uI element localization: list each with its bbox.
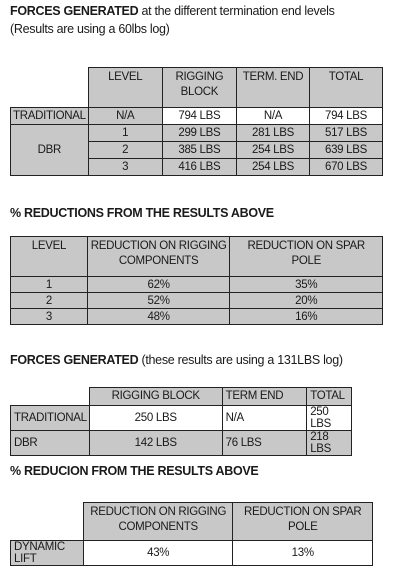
row-total: 218 LBS <box>307 431 352 456</box>
row-total: 250 LBS <box>307 406 352 431</box>
blank-cell <box>11 68 89 108</box>
row-spar: 35% <box>230 277 383 293</box>
table-header-row <box>11 503 373 541</box>
section2-title-text: % REDUCTIONS FROM THE RESULTS ABOVE <box>10 206 274 220</box>
header-term-end: TERM END <box>222 388 307 406</box>
row-level: 2 <box>11 293 88 309</box>
row-group-label: TRADITIONAL <box>11 108 89 125</box>
row-total: 639 LBS <box>310 142 383 159</box>
row-rigging: 48% <box>87 309 230 325</box>
row-label: DBR <box>11 431 90 456</box>
row-term: N/A <box>237 108 310 125</box>
row-rigging: 43% <box>83 541 233 566</box>
header-level: LEVEL <box>11 237 88 277</box>
header-term-end: TERM. END <box>237 68 310 108</box>
row-level: 3 <box>88 159 162 176</box>
row-rigging: 52% <box>87 293 230 309</box>
row-level: 2 <box>88 142 162 159</box>
section2-title <box>10 205 274 222</box>
row-rigging: 250 LBS <box>89 406 222 431</box>
table-row <box>11 125 383 142</box>
row-total: 517 LBS <box>310 125 383 142</box>
forces-table-60lbs <box>10 67 383 176</box>
row-total: 794 LBS <box>310 108 383 125</box>
row-group-label: DBR <box>11 125 89 176</box>
row-level: 1 <box>88 125 162 142</box>
table-row <box>11 406 352 431</box>
section1-subtitle: (Results are using a 60lbs log) <box>10 22 170 36</box>
header-level: LEVEL <box>88 68 162 108</box>
row-spar: 13% <box>233 541 373 566</box>
table-row <box>11 277 383 293</box>
header-rigging-block: RIGGING BLOCK <box>89 388 222 406</box>
row-rigging: 385 LBS <box>162 142 236 159</box>
header-rigging-block: RIGGING BLOCK <box>162 68 236 108</box>
section3-title <box>10 352 343 369</box>
row-rigging: 62% <box>87 277 230 293</box>
row-spar: 16% <box>230 309 383 325</box>
row-term: 254 LBS <box>237 142 310 159</box>
blank-cell <box>11 388 90 406</box>
row-term: 254 LBS <box>237 159 310 176</box>
row-spar: 20% <box>230 293 383 309</box>
section4-title-text: % REDUCION FROM THE RESULTS ABOVE <box>10 464 259 478</box>
table-header-row <box>11 388 352 406</box>
header-total: TOTAL <box>307 388 352 406</box>
blank-cell <box>11 503 84 541</box>
table-header-row <box>11 237 383 277</box>
row-rigging: 416 LBS <box>162 159 236 176</box>
header-reduction-rigging: REDUCTION ON RIGGING COMPONENTS <box>87 237 230 277</box>
table-row <box>11 431 352 456</box>
row-label: TRADITIONAL <box>11 406 90 431</box>
section1-title-bold: FORCES GENERATED <box>10 4 139 18</box>
row-level: 1 <box>11 277 88 293</box>
section3-title-bold: FORCES GENERATED <box>10 353 139 367</box>
dynamic-lift-table <box>10 502 373 566</box>
row-term: 281 LBS <box>237 125 310 142</box>
reductions-table <box>10 236 383 325</box>
header-reduction-spar: REDUCTION ON SPAR POLE <box>233 503 373 541</box>
header-reduction-spar: REDUCTION ON SPAR POLE <box>230 237 383 277</box>
section1-title-rest: at the different termination end levels <box>138 4 335 18</box>
row-rigging: 142 LBS <box>89 431 222 456</box>
table-row <box>11 309 383 325</box>
table-row <box>11 293 383 309</box>
header-total: TOTAL <box>310 68 383 108</box>
row-label: DYNAMIC LIFT <box>11 541 84 566</box>
section1-title <box>10 3 335 20</box>
row-rigging: 794 LBS <box>162 108 236 125</box>
table-header-row <box>11 68 383 108</box>
row-level: 3 <box>11 309 88 325</box>
section4-title <box>10 463 258 480</box>
forces-table-131lbs <box>10 387 352 456</box>
table-row <box>11 541 373 566</box>
row-rigging: 299 LBS <box>162 125 236 142</box>
row-term: N/A <box>222 406 307 431</box>
row-level: N/A <box>88 108 162 125</box>
header-reduction-rigging: REDUCTION ON RIGGING COMPONENTS <box>83 503 233 541</box>
section3-title-rest: (these results are using a 131LBS log) <box>138 353 343 367</box>
row-total: 670 LBS <box>310 159 383 176</box>
row-term: 76 LBS <box>222 431 307 456</box>
table-row <box>11 108 383 125</box>
